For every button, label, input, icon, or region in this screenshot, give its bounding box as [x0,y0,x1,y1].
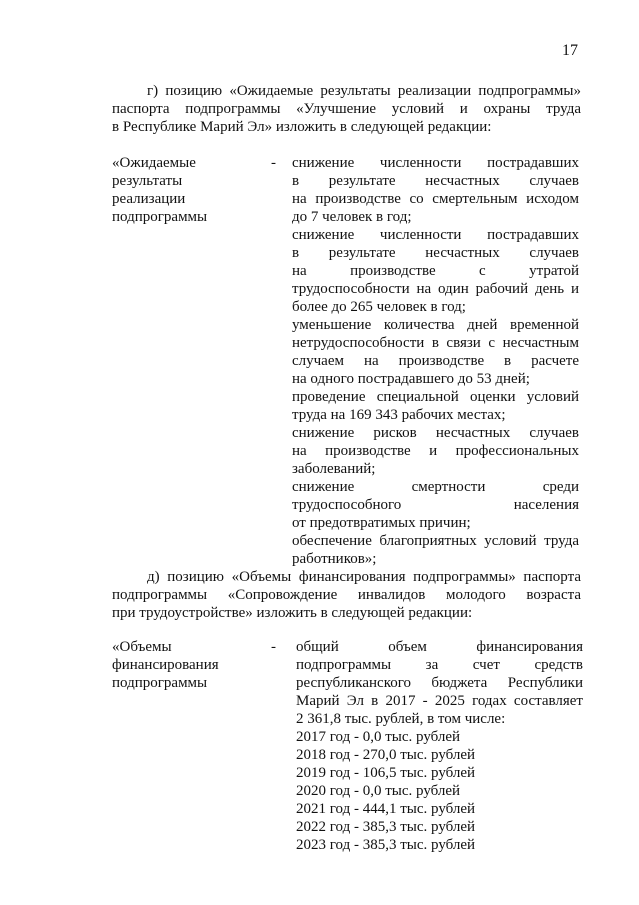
section-g-value-line: нетрудоспособности в связи с несчастным [292,335,579,351]
section-d-label-line: «Объемы [112,639,172,655]
section-d-value-line: 2017 год - 0,0 тыс. рублей [296,729,461,745]
section-g-intro [112,82,581,136]
section-d-label [112,638,262,692]
section-d-intro-line: д) позицию «Объемы финансирования подпрограммы» паспорта [147,569,581,585]
section-d-dash: - [271,639,276,655]
section-g-dash: - [271,155,276,171]
section-g-value-line: работников»; [292,551,377,567]
section-g-value-line: на одного пострадавшего до 53 дней; [292,371,530,387]
section-g-value-line: более до 265 человек в год; [292,299,466,315]
section-d-intro-line: подпрограммы «Сопровождение инвалидов молодого возраста [112,587,581,603]
section-g-value-line: труда на 169 343 рабочих местах; [292,407,506,423]
section-g-value-line: случаем на производстве в расчете [292,353,579,369]
section-d-value-line: 2023 год - 385,3 тыс. рублей [296,837,476,853]
section-g-value-line: на производстве со смертельным исходом [292,191,579,207]
section-g-label-line: результаты [112,173,183,189]
section-g-value-line: на производстве с утратой [292,263,579,279]
section-d-label-line: финансирования [112,657,219,673]
section-g-value-line: снижение численности пострадавших [292,155,579,171]
section-d-value-line: подпрограммы за счет средств [296,657,583,673]
section-g-value-line: снижение рисков несчастных случаев [292,425,579,441]
section-g-label-line: подпрограммы [112,209,208,225]
section-g-value-line: на производстве и профессиональных [292,443,579,459]
section-g-label [112,154,262,226]
section-g-value-line: в результате несчастных случаев [292,245,579,261]
section-g-value-line: в результате несчастных случаев [292,173,579,189]
page-number: 17 [562,42,578,59]
section-g-value-line: трудоспособного населения [292,497,579,513]
section-d-intro-line: при трудоустройстве» изложить в следующей редакции: [112,605,473,621]
section-g-intro-line: в Республике Марий Эл» изложить в следующей редакции: [112,119,492,135]
section-g-label-line: «Ожидаемые [112,155,196,171]
section-g-intro-line: паспорта подпрограммы «Улучшение условий и охраны труда [112,101,581,117]
section-g-value-line: трудоспособности на один рабочий день и [292,281,579,297]
section-d-value-line: 2018 год - 270,0 тыс. рублей [296,747,476,763]
section-d-value [296,638,583,854]
section-d-value-line: общий объем финансирования [296,639,583,655]
section-g-label-line: реализации [112,191,186,207]
section-g-value-line: до 7 человек в год; [292,209,412,225]
section-g-value-line: заболеваний; [292,461,376,477]
section-g-value-line: снижение смертности среди [292,479,579,495]
section-g-value-line: обеспечение благоприятных условий труда [292,533,579,549]
section-g-value-line: уменьшение количества дней временной [292,317,579,333]
section-d-value-line: республиканского бюджета Республики [296,675,583,691]
section-d-label-line: подпрограммы [112,675,208,691]
section-d-intro [112,568,581,622]
section-d-value-line: 2022 год - 385,3 тыс. рублей [296,819,476,835]
section-g-value-line: проведение специальной оценки условий [292,389,579,405]
section-g-intro-line: г) позицию «Ожидаемые результаты реализации подпрограммы» [147,83,581,99]
section-d-value-line: Марий Эл в 2017 - 2025 годах составляет [296,693,583,709]
section-d-value-line: 2019 год - 106,5 тыс. рублей [296,765,476,781]
section-d-value-line: 2 361,8 тыс. рублей, в том числе: [296,711,506,727]
section-g-value-line: снижение численности пострадавших [292,227,579,243]
section-d-value-line: 2020 год - 0,0 тыс. рублей [296,783,461,799]
section-g-value [292,154,579,568]
section-g-value-line: от предотвратимых причин; [292,515,471,531]
section-d-value-line: 2021 год - 444,1 тыс. рублей [296,801,476,817]
